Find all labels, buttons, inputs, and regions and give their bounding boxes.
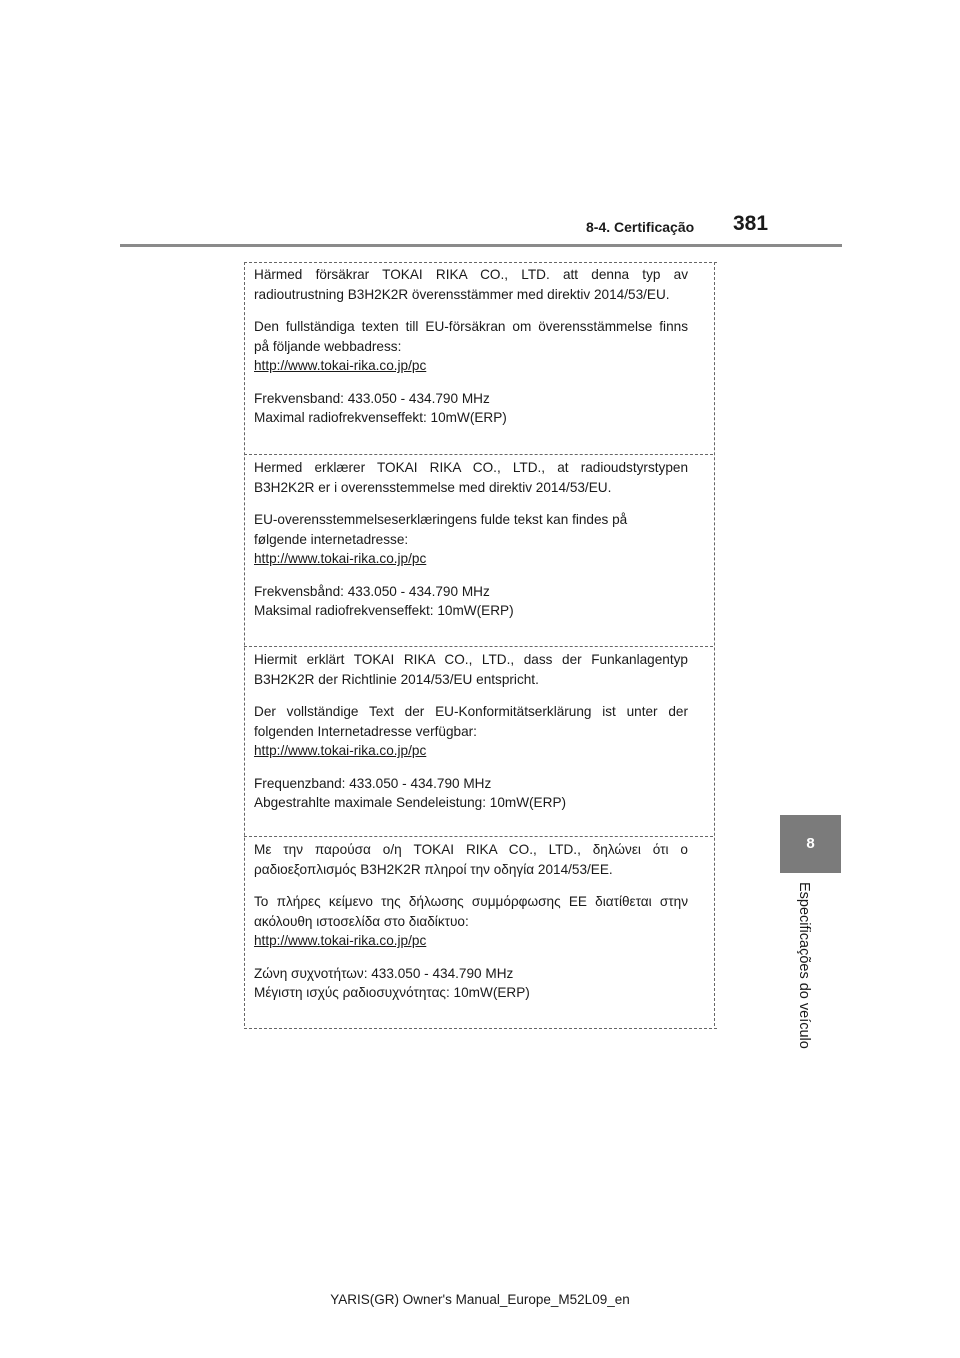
declaration-line: ακόλουθη ιστοσελίδα στο διαδίκτυο:	[254, 913, 469, 929]
declaration-line: Με την παρούσα ο/η TOKAI RIKA CO., LTD., δηλώνει ότι ο	[254, 842, 688, 857]
declaration-line: Der vollständige Text der EU-Konformitätserklärung ist unter der	[254, 704, 688, 719]
declaration-line: Το πλήρες κείμενο της δήλωσης συμμόρφωσης ΕΕ διατίθεται στην	[254, 894, 688, 909]
box-top-border	[244, 262, 717, 263]
declaration-url-link[interactable]: http://www.tokai-rika.co.jp/pc	[254, 933, 427, 948]
max-power: Abgestrahlte maximale Sendeleistung: 10mW(ERP)	[254, 795, 567, 810]
section-divider	[244, 836, 713, 837]
declaration-line: Härmed försäkrar TOKAI RIKA CO., LTD. att denna typ av	[254, 267, 688, 282]
declaration-line: B3H2K2R der Richtlinie 2014/53/EU entspricht.	[254, 671, 539, 687]
max-power: Maximal radiofrekvenseffekt: 10mW(ERP)	[254, 410, 507, 425]
section-title: 8-4. Certificação	[586, 219, 695, 235]
declaration-swedish	[254, 265, 688, 428]
section-divider	[244, 646, 713, 647]
max-power: Μέγιστη ισχύς ραδιοσυχνότητας: 10mW(ERP)	[254, 985, 530, 1000]
declaration-line: følgende internetadresse:	[254, 531, 409, 547]
chapter-label: Especificações do veículo	[796, 882, 812, 1049]
declaration-line: Den fullständiga texten till EU-försäkran om överensstämmelse finns	[254, 319, 688, 334]
declaration-line: på följande webbadress:	[254, 338, 402, 354]
declaration-url-link[interactable]: http://www.tokai-rika.co.jp/pc	[254, 743, 427, 758]
declaration-line: folgenden Internetadresse verfügbar:	[254, 723, 477, 739]
chapter-tab[interactable]: 8	[780, 815, 841, 873]
declaration-danish	[254, 458, 688, 621]
declaration-line: Hiermit erklärt TOKAI RIKA CO., LTD., dass der Funkanlagentyp	[254, 652, 688, 667]
declaration-greek	[254, 840, 688, 1003]
page-number: 381	[733, 212, 769, 235]
section-divider	[244, 454, 713, 455]
box-bottom-border	[244, 1028, 717, 1029]
frequency-band: Frekvensband: 433.050 - 434.790 MHz	[254, 390, 490, 406]
frequency-band: Frekvensbånd: 433.050 - 434.790 MHz	[254, 583, 490, 599]
declaration-line: radioutrustning B3H2K2R överensstämmer med direktiv 2014/53/EU.	[254, 286, 670, 302]
declaration-line: ραδιοεξοπλισμός B3H2K2R πληροί την οδηγία 2014/53/ΕΕ.	[254, 861, 613, 877]
frequency-band: Ζώνη συχνοτήτων: 433.050 - 434.790 MHz	[254, 965, 514, 981]
declaration-line: EU-overensstemmelseserklæringens fulde tekst kan findes på	[254, 512, 628, 527]
max-power: Maksimal radiofrekvenseffekt: 10mW(ERP)	[254, 603, 514, 618]
declaration-german	[254, 650, 688, 813]
header-divider	[120, 244, 842, 247]
manual-footer: YARIS(GR) Owner's Manual_Europe_M52L09_en	[330, 1292, 630, 1307]
frequency-band: Frequenzband: 433.050 - 434.790 MHz	[254, 775, 492, 791]
declaration-url-link[interactable]: http://www.tokai-rika.co.jp/pc	[254, 358, 427, 373]
declaration-line: B3H2K2R er i overensstemmelse med direktiv 2014/53/EU.	[254, 479, 612, 495]
declaration-url-link[interactable]: http://www.tokai-rika.co.jp/pc	[254, 551, 427, 566]
declaration-line: Hermed erklærer TOKAI RIKA CO., LTD., at radioudstyrstypen	[254, 460, 688, 475]
